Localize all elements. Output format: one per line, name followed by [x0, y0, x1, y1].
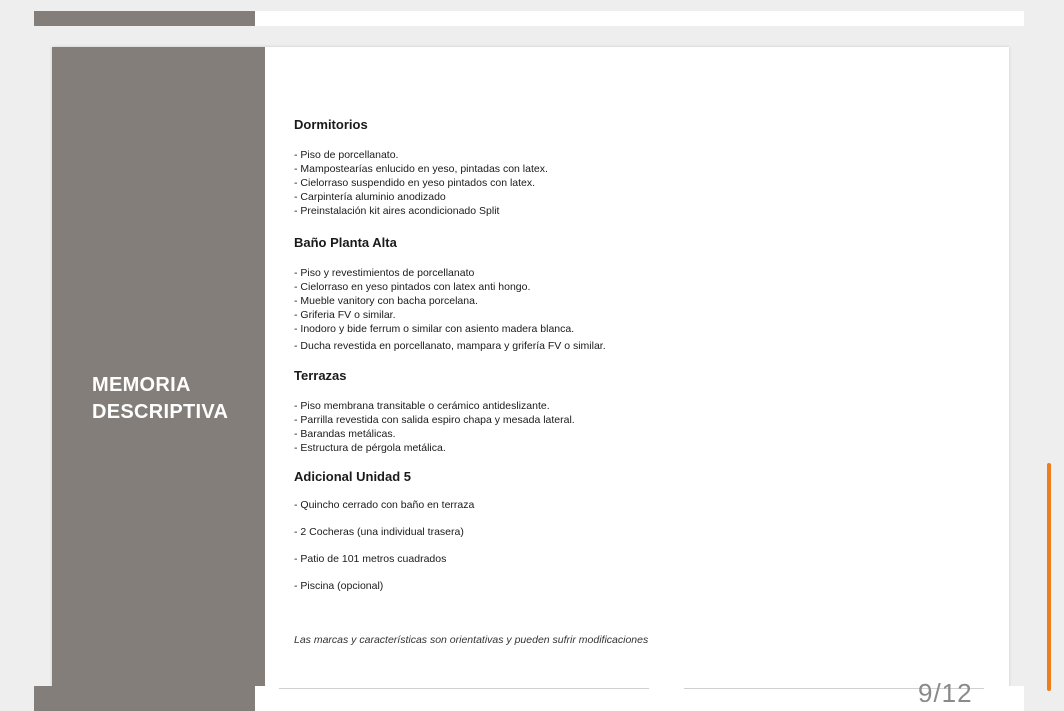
next-page-sidebar [34, 686, 255, 711]
section-title-dormitorios: Dormitorios [294, 117, 368, 132]
list-item: - Carpintería aluminio anodizado [294, 191, 446, 203]
list-item: - Inodoro y bide ferrum o similar con asiento madera blanca. [294, 323, 575, 335]
disclaimer-note: Las marcas y características son orientativas y pueden sufrir modificaciones [294, 634, 649, 646]
section-title-terrazas: Terrazas [294, 368, 347, 383]
list-item: - Cielorraso suspendido en yeso pintados con latex. [294, 177, 536, 189]
section-title-bano: Baño Planta Alta [294, 235, 397, 250]
scrollbar-thumb[interactable] [1047, 463, 1051, 691]
list-item: - Barandas metálicas. [294, 428, 396, 440]
sidebar-title-line2: DESCRIPTIVA [92, 401, 229, 423]
list-item: - Parrilla revestida con salida espiro chapa y mesada lateral. [294, 414, 575, 426]
section-list-dormitorios [294, 148, 548, 218]
list-item: - Piso membrana transitable o cerámico antideslizante. [294, 400, 550, 412]
list-item: - Estructura de pérgola metálica. [294, 442, 446, 454]
page-number-indicator: 9/12 [918, 678, 973, 702]
next-page-edge [34, 686, 1024, 711]
list-item: - Cielorraso en yeso pintados con latex anti hongo. [294, 281, 531, 293]
section-list-terrazas [294, 399, 575, 455]
list-item: - Patio de 101 metros cuadrados [294, 553, 447, 565]
sidebar-title [92, 372, 228, 426]
list-item: - Piscina (opcional) [294, 580, 384, 592]
list-item: - Ducha revestida en porcellanato, mampara y grifería FV o similar. [294, 340, 606, 352]
sidebar-title-line1: MEMORIA [92, 374, 191, 396]
list-item: - Piso y revestimientos de porcellanato [294, 267, 475, 279]
list-item: - Mueble vanitory con bacha porcelana. [294, 295, 478, 307]
previous-page-sidebar [34, 11, 255, 26]
section-title-adicional: Adicional Unidad 5 [294, 469, 412, 484]
sidebar-band [52, 47, 265, 687]
document-page [52, 47, 1009, 687]
list-item: - Quincho cerrado con baño en terraza [294, 499, 475, 511]
list-item: - Piso de porcellanato. [294, 149, 399, 161]
section-list-bano [294, 266, 606, 353]
divider-line [279, 688, 649, 689]
previous-page-edge [34, 11, 1024, 26]
list-item: - 2 Cocheras (una individual trasera) [294, 526, 464, 538]
list-item: - Mampostearías enlucido en yeso, pintadas con latex. [294, 163, 548, 175]
list-item: - Griferia FV o similar. [294, 309, 396, 321]
section-list-adicional [294, 492, 474, 600]
list-item: - Preinstalación kit aires acondicionado Split [294, 205, 500, 217]
